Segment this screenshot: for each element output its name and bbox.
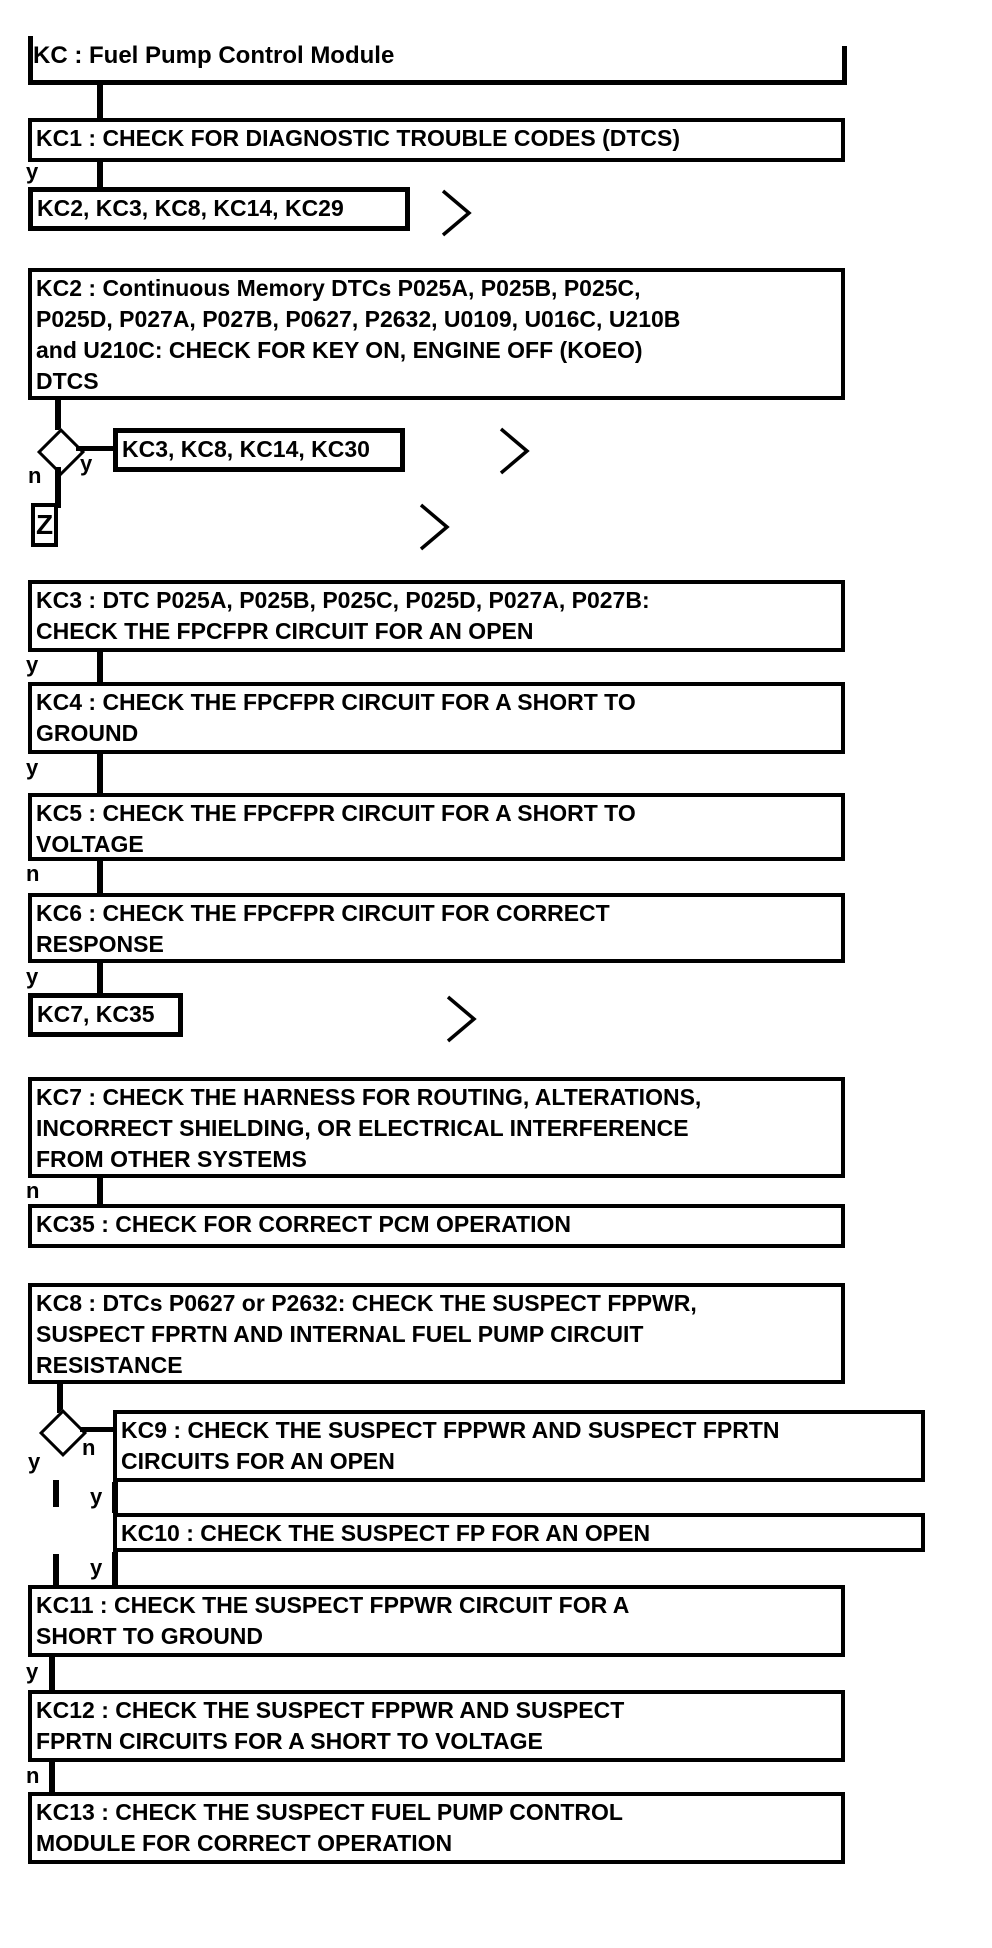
- step-box-kc9: [113, 1410, 925, 1482]
- step-text-line: SUSPECT FPRTN AND INTERNAL FUEL PUMP CIRCUIT: [36, 1321, 644, 1347]
- connector-line: [97, 754, 103, 793]
- jump-ref-text: KC7, KC35: [37, 1001, 155, 1027]
- jump-ref-box-after-kc1: [28, 187, 410, 231]
- step-text-line: KC7 : CHECK THE HARNESS FOR ROUTING, ALTERATIONS,: [36, 1084, 702, 1110]
- branch-label-yes: y: [26, 159, 39, 184]
- connector-line: [53, 1554, 59, 1585]
- connector-line: [53, 1480, 59, 1507]
- branch-label-no: n: [26, 1763, 40, 1788]
- branch-label-yes: y: [26, 1659, 39, 1684]
- branch-label-yes: y: [90, 1484, 103, 1509]
- connector-line: [97, 652, 103, 682]
- branch-label-yes: y: [80, 451, 93, 476]
- title-end-tick-left: [28, 36, 33, 85]
- off-page-connector-z: Z: [31, 503, 58, 547]
- decision-diamond: [37, 428, 85, 476]
- step-box-kc10: [113, 1513, 925, 1552]
- connector-line: [49, 1657, 55, 1690]
- connector-line: [112, 1552, 118, 1585]
- step-text-line: GROUND: [36, 720, 139, 746]
- step-text-line: DTCS: [36, 368, 99, 394]
- step-text-line: MODULE FOR CORRECT OPERATION: [36, 1830, 453, 1856]
- step-text-line: KC2 : Continuous Memory DTCs P025A, P025B, P025C,: [36, 275, 641, 301]
- connector-line: [97, 162, 103, 187]
- step-box-kc11: [28, 1585, 845, 1657]
- step-text-line: KC5 : CHECK THE FPCFPR CIRCUIT FOR A SHORT TO: [36, 800, 636, 826]
- off-page-arrow-icon: [445, 994, 479, 1044]
- connector-line: [97, 963, 103, 993]
- step-text-line: CIRCUITS FOR AN OPEN: [121, 1448, 395, 1474]
- step-text-line: INCORRECT SHIELDING, OR ELECTRICAL INTERFERENCE: [36, 1115, 689, 1141]
- branch-label-yes: y: [26, 964, 39, 989]
- step-text-line: KC6 : CHECK THE FPCFPR CIRCUIT FOR CORRECT: [36, 900, 610, 926]
- step-box-kc2: [28, 268, 845, 400]
- step-text-line: P025D, P027A, P027B, P0627, P2632, U0109, U016C, U210B: [36, 306, 681, 332]
- branch-label-no: n: [28, 463, 42, 488]
- step-text-line: VOLTAGE: [36, 831, 144, 857]
- branch-label-no: n: [82, 1435, 96, 1460]
- step-box-kc1: [28, 118, 845, 162]
- off-page-arrow-icon: [498, 426, 532, 476]
- step-text-line: KC4 : CHECK THE FPCFPR CIRCUIT FOR A SHORT TO: [36, 689, 636, 715]
- branch-label-yes: y: [26, 652, 39, 677]
- branch-label-yes: y: [90, 1555, 103, 1580]
- connector-line: [49, 1762, 55, 1792]
- step-box-kc4: [28, 682, 845, 754]
- connector-line: [97, 84, 103, 118]
- step-box-kc5: [28, 793, 845, 861]
- step-text-line: KC9 : CHECK THE SUSPECT FPPWR AND SUSPECT FPRTN: [121, 1417, 780, 1443]
- decision-diamond: [39, 1409, 87, 1457]
- step-text-line: KC11 : CHECK THE SUSPECT FPPWR CIRCUIT FOR A: [36, 1592, 630, 1618]
- step-box-kc8: [28, 1283, 845, 1384]
- step-text-line: FROM OTHER SYSTEMS: [36, 1146, 307, 1172]
- connector-line: [97, 861, 103, 893]
- title-end-tick-right: [842, 46, 847, 85]
- connector-line: [80, 1427, 113, 1432]
- off-page-arrow-icon: [440, 188, 474, 238]
- step-text-line: RESISTANCE: [36, 1352, 183, 1378]
- connector-line: [97, 1178, 103, 1204]
- off-page-arrow-icon: [418, 502, 452, 552]
- diagram-title: KC : Fuel Pump Control Module: [33, 42, 395, 69]
- branch-label-no: n: [26, 861, 40, 886]
- step-box-kc6: [28, 893, 845, 963]
- step-text-line: KC8 : DTCs P0627 or P2632: CHECK THE SUSPECT FPPWR,: [36, 1290, 697, 1316]
- step-box-kc3: [28, 580, 845, 652]
- jump-ref-text: KC2, KC3, KC8, KC14, KC29: [37, 195, 344, 221]
- step-box-kc13: [28, 1792, 845, 1864]
- step-box-kc7: [28, 1077, 845, 1178]
- branch-label-no: n: [26, 1178, 40, 1203]
- step-text-line: KC12 : CHECK THE SUSPECT FPPWR AND SUSPECT: [36, 1697, 625, 1723]
- title-underline: [28, 80, 847, 85]
- step-text-line: KC35 : CHECK FOR CORRECT PCM OPERATION: [36, 1211, 571, 1237]
- jump-ref-text: KC3, KC8, KC14, KC30: [122, 436, 370, 462]
- connector-line: [55, 467, 61, 508]
- jump-ref-box-after-kc6: [28, 993, 183, 1037]
- step-text-line: CHECK THE FPCFPR CIRCUIT FOR AN OPEN: [36, 618, 534, 644]
- connector-line: [76, 446, 116, 451]
- branch-label-yes: y: [28, 1449, 41, 1474]
- step-text-line: KC10 : CHECK THE SUSPECT FP FOR AN OPEN: [121, 1520, 651, 1546]
- step-box-kc12: [28, 1690, 845, 1762]
- step-text-line: SHORT TO GROUND: [36, 1623, 264, 1649]
- branch-label-yes: y: [26, 755, 39, 780]
- step-text-line: KC1 : CHECK FOR DIAGNOSTIC TROUBLE CODES (DTCS): [36, 125, 680, 151]
- step-box-kc35: [28, 1204, 845, 1248]
- step-text-line: KC13 : CHECK THE SUSPECT FUEL PUMP CONTROL: [36, 1799, 623, 1825]
- connector-line: [112, 1482, 118, 1513]
- step-text-line: RESPONSE: [36, 931, 164, 957]
- step-text-line: and U210C: CHECK FOR KEY ON, ENGINE OFF (KOEO): [36, 337, 643, 363]
- connector-line: [55, 400, 61, 430]
- jump-ref-box-after-kc2: [113, 428, 405, 472]
- step-text-line: KC3 : DTC P025A, P025B, P025C, P025D, P027A, P027B:: [36, 587, 650, 613]
- step-text-line: FPRTN CIRCUITS FOR A SHORT TO VOLTAGE: [36, 1728, 543, 1754]
